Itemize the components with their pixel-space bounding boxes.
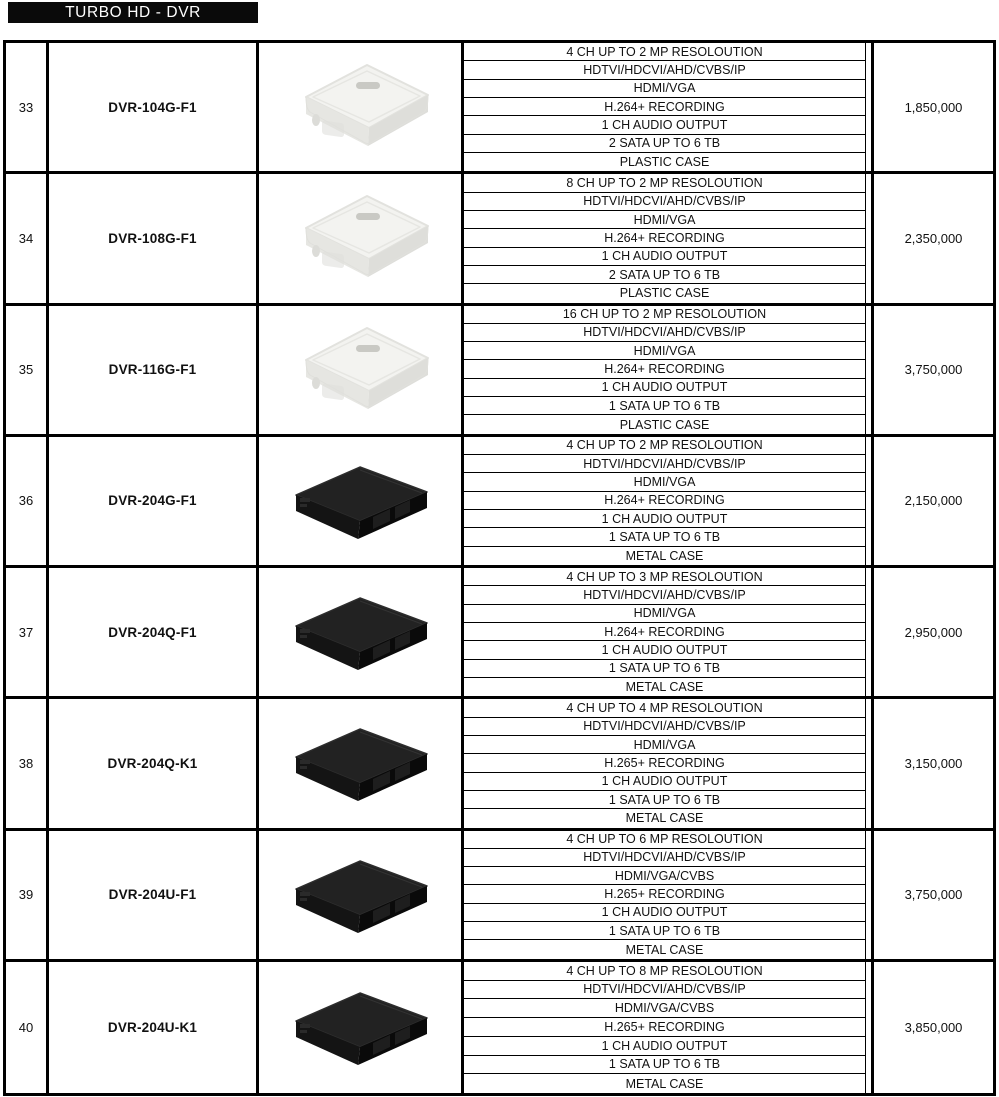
product-image-cell <box>259 831 464 959</box>
spec-line: 1 CH AUDIO OUTPUT <box>464 773 865 791</box>
product-image-white-dvr <box>270 51 450 163</box>
price: 3,850,000 <box>904 1019 963 1035</box>
spec-line: H.264+ RECORDING <box>464 229 865 247</box>
spec-line: 4 CH UP TO 4 MP RESOLOUTION <box>464 699 865 717</box>
model-name: DVR-204U-K1 <box>49 962 259 1093</box>
spec-line: 1 SATA UP TO 6 TB <box>464 397 865 415</box>
price: 2,350,000 <box>904 230 963 246</box>
spec-line: HDTVI/HDCVI/AHD/CVBS/IP <box>464 586 865 604</box>
spec-line: PLASTIC CASE <box>619 286 710 301</box>
table-row <box>6 174 993 305</box>
spec-cell <box>464 962 874 1093</box>
spec-line: HDMI/VGA <box>464 473 865 491</box>
model-name: DVR-204U-F1 <box>49 831 259 959</box>
product-image-white-dvr <box>270 314 450 426</box>
spec-line: METAL CASE <box>625 942 704 957</box>
row-number: 36 <box>6 437 49 565</box>
spec-line: 1 CH AUDIO OUTPUT <box>464 248 865 266</box>
spec-line: HDTVI/HDCVI/AHD/CVBS/IP <box>464 324 865 342</box>
product-image-black-dvr <box>270 576 450 688</box>
spec-cell <box>464 699 874 827</box>
spec-list <box>464 831 866 959</box>
spec-line: H.264+ RECORDING <box>464 492 865 510</box>
spec-line: 4 CH UP TO 8 MP RESOLOUTION <box>464 962 865 981</box>
spec-list <box>464 43 866 171</box>
spec-list <box>464 174 866 302</box>
spec-list <box>464 699 866 827</box>
row-number: 37 <box>6 568 49 696</box>
spec-line: HDMI/VGA <box>464 342 865 360</box>
spec-line: 4 CH UP TO 2 MP RESOLOUTION <box>464 437 865 455</box>
model-name: DVR-204G-F1 <box>49 437 259 565</box>
product-image-cell <box>259 437 464 565</box>
spec-line: 1 CH AUDIO OUTPUT <box>464 904 865 922</box>
product-image-black-dvr <box>270 971 450 1083</box>
table-row <box>6 43 993 174</box>
spec-line: H.265+ RECORDING <box>464 754 865 772</box>
table-row <box>6 831 993 962</box>
product-image-cell <box>259 568 464 696</box>
spec-line: H.265+ RECORDING <box>464 885 865 903</box>
table-row <box>6 568 993 699</box>
spec-cell <box>464 568 874 696</box>
product-image-cell <box>259 962 464 1093</box>
spec-list <box>464 437 866 565</box>
spec-cell <box>464 437 874 565</box>
spec-line: 4 CH UP TO 3 MP RESOLOUTION <box>464 568 865 586</box>
row-number: 39 <box>6 831 49 959</box>
spec-line: 8 CH UP TO 2 MP RESOLOUTION <box>464 174 865 192</box>
model-name: DVR-204Q-F1 <box>49 568 259 696</box>
table-row <box>6 437 993 568</box>
product-image-black-dvr <box>270 707 450 819</box>
price: 3,150,000 <box>904 755 963 771</box>
product-image-black-dvr <box>270 445 450 557</box>
price: 3,750,000 <box>904 887 963 903</box>
spec-list <box>464 306 866 434</box>
spec-list <box>464 962 866 1093</box>
spec-line: HDMI/VGA <box>464 605 865 623</box>
spec-cell <box>464 43 874 171</box>
row-number: 34 <box>6 174 49 302</box>
spec-list <box>464 568 866 696</box>
price: 3,750,000 <box>904 362 963 378</box>
spec-line: 1 CH AUDIO OUTPUT <box>464 641 865 659</box>
model-name: DVR-108G-F1 <box>49 174 259 302</box>
spec-line: METAL CASE <box>625 548 704 563</box>
product-image-cell <box>259 306 464 434</box>
spec-line: HDMI/VGA <box>464 736 865 754</box>
table-row <box>6 306 993 437</box>
spec-line: METAL CASE <box>625 680 704 695</box>
spec-line: 1 SATA UP TO 6 TB <box>464 922 865 940</box>
spec-line: HDTVI/HDCVI/AHD/CVBS/IP <box>464 455 865 473</box>
spec-line: 2 SATA UP TO 6 TB <box>464 135 865 153</box>
spec-line: 1 CH AUDIO OUTPUT <box>464 116 865 134</box>
spec-line: HDMI/VGA/CVBS <box>464 999 865 1018</box>
spec-line: HDMI/VGA <box>464 211 865 229</box>
price: 2,150,000 <box>904 493 963 509</box>
section-title <box>8 2 258 23</box>
spec-line: 1 CH AUDIO OUTPUT <box>464 1037 865 1056</box>
spec-line: HDTVI/HDCVI/AHD/CVBS/IP <box>464 718 865 736</box>
spec-line: 16 CH UP TO 2 MP RESOLOUTION <box>464 306 865 324</box>
table-row <box>6 699 993 830</box>
product-image-black-dvr <box>270 839 450 951</box>
spec-line: PLASTIC CASE <box>619 155 710 170</box>
spec-line: H.264+ RECORDING <box>464 623 865 641</box>
spec-line: 2 SATA UP TO 6 TB <box>464 266 865 284</box>
spec-line: 1 SATA UP TO 6 TB <box>464 528 865 546</box>
spec-line: PLASTIC CASE <box>619 417 710 432</box>
spec-line: 1 CH AUDIO OUTPUT <box>464 510 865 528</box>
product-image-cell <box>259 43 464 171</box>
spec-line: H.264+ RECORDING <box>464 98 865 116</box>
spec-line: 1 SATA UP TO 6 TB <box>464 660 865 678</box>
spec-line: METAL CASE <box>625 811 704 826</box>
spec-line: HDTVI/HDCVI/AHD/CVBS/IP <box>464 849 865 867</box>
price: 2,950,000 <box>904 624 963 640</box>
product-image-cell <box>259 174 464 302</box>
spec-line: H.264+ RECORDING <box>464 360 865 378</box>
spec-line: H.265+ RECORDING <box>464 1018 865 1037</box>
product-table <box>3 40 996 1096</box>
spec-line: HDMI/VGA/CVBS <box>464 867 865 885</box>
spec-line: HDTVI/HDCVI/AHD/CVBS/IP <box>464 61 865 79</box>
spec-line: HDTVI/HDCVI/AHD/CVBS/IP <box>464 981 865 1000</box>
row-number: 38 <box>6 699 49 827</box>
spec-line: HDMI/VGA <box>464 80 865 98</box>
spec-line: METAL CASE <box>625 1076 704 1091</box>
spec-line: 4 CH UP TO 2 MP RESOLOUTION <box>464 43 865 61</box>
row-number: 33 <box>6 43 49 171</box>
spec-line: 1 SATA UP TO 6 TB <box>464 791 865 809</box>
spec-line: 1 SATA UP TO 6 TB <box>464 1056 865 1075</box>
price: 1,850,000 <box>904 99 963 115</box>
spec-cell <box>464 174 874 302</box>
spec-cell <box>464 306 874 434</box>
product-image-cell <box>259 699 464 827</box>
product-image-white-dvr <box>270 182 450 294</box>
row-number: 35 <box>6 306 49 434</box>
model-name: DVR-116G-F1 <box>49 306 259 434</box>
spec-line: HDTVI/HDCVI/AHD/CVBS/IP <box>464 193 865 211</box>
spec-line: 1 CH AUDIO OUTPUT <box>464 379 865 397</box>
row-number: 40 <box>6 962 49 1093</box>
spec-line: 4 CH UP TO 6 MP RESOLOUTION <box>464 831 865 849</box>
spec-cell <box>464 831 874 959</box>
section-title-text: TURBO HD - DVR <box>65 3 201 21</box>
table-row <box>6 962 993 1093</box>
model-name: DVR-104G-F1 <box>49 43 259 171</box>
model-name: DVR-204Q-K1 <box>49 699 259 827</box>
